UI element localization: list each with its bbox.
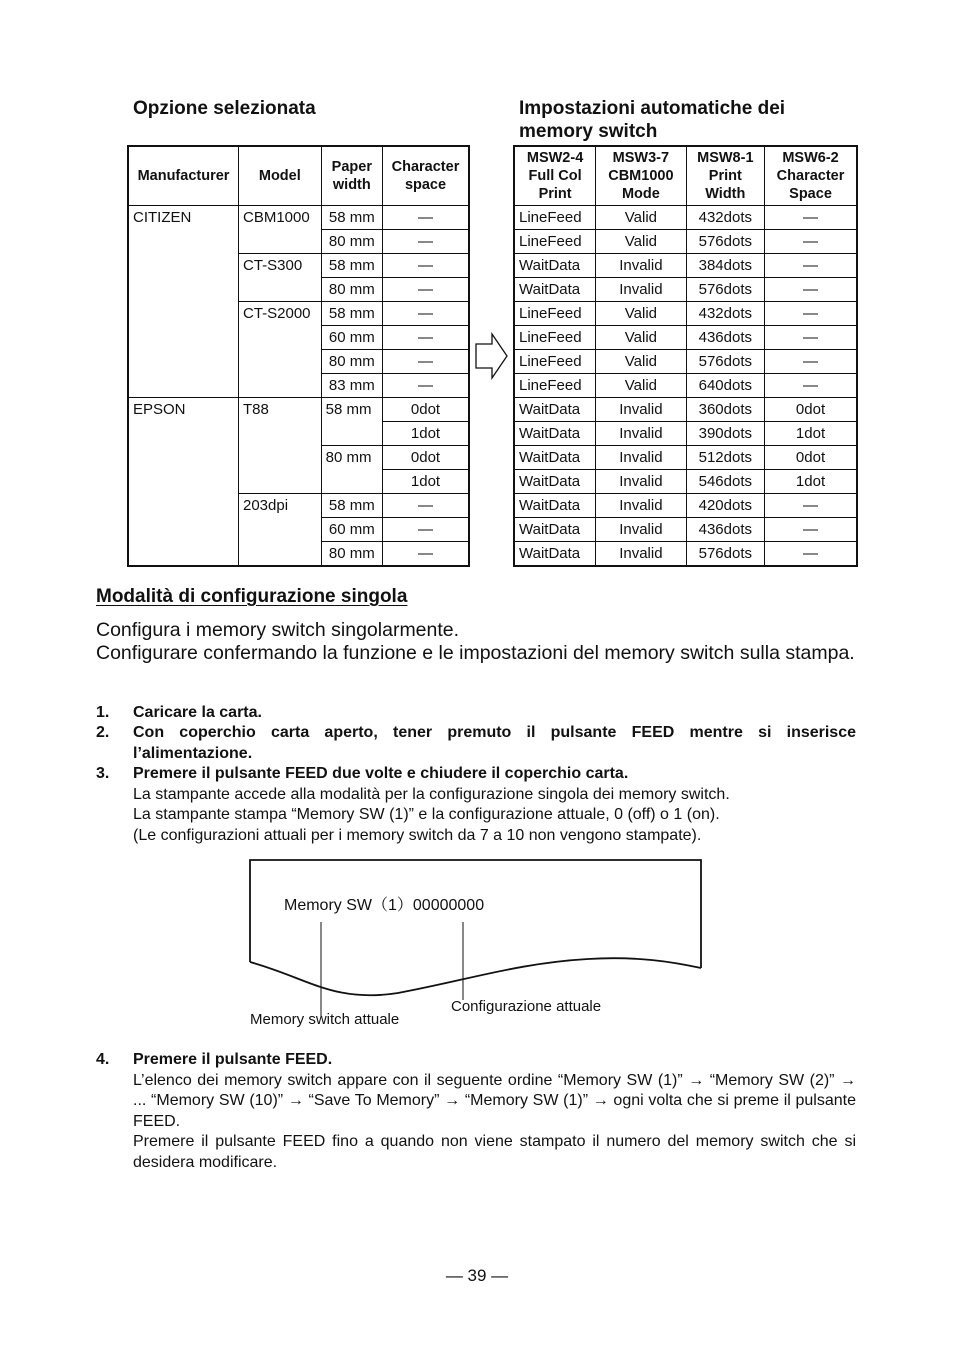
- paper-width-cell: 80 mm: [321, 278, 382, 302]
- character-space-cell: —: [765, 542, 857, 567]
- manufacturer-cell: CITIZEN: [128, 206, 238, 398]
- step-4: [96, 1050, 856, 1173]
- print-width-cell: 432dots: [686, 302, 764, 326]
- print-width-cell: 420dots: [686, 494, 764, 518]
- full-col-print-cell: WaitData: [514, 470, 596, 494]
- model-cell: CBM1000: [238, 206, 321, 254]
- intro-line1: Configura i memory switch singolarmente.: [96, 619, 460, 641]
- cbm1000-mode-cell: Invalid: [596, 542, 686, 567]
- paper-width-cell: 83 mm: [321, 374, 382, 398]
- table-row: [514, 230, 857, 254]
- character-space-cell: —: [765, 254, 857, 278]
- table-header-row: [514, 146, 857, 206]
- character-space-cell: 0dot: [383, 398, 470, 422]
- step-number: 2.: [96, 724, 110, 741]
- character-space-cell: 0dot: [383, 446, 470, 470]
- print-width-cell: 576dots: [686, 350, 764, 374]
- paper-width-cell: 58 mm: [321, 398, 382, 446]
- character-space-cell: —: [765, 374, 857, 398]
- section-title: Modalità di configurazione singola: [96, 586, 408, 607]
- label-current-config: Configurazione attuale: [451, 998, 602, 1015]
- intro-line2: Configurare confermando la funzione e le impostazioni del memory switch sulla stampa.: [96, 642, 855, 664]
- left-section-title: Opzione selezionata: [133, 98, 316, 119]
- paper-width-cell: 58 mm: [321, 494, 382, 518]
- cbm1000-mode-cell: Valid: [596, 206, 686, 230]
- cbm1000-mode-cell: Invalid: [596, 398, 686, 422]
- right-title-line1: Impostazioni automatiche dei: [519, 98, 786, 119]
- step-text: (Le configurazioni attuali per i memory switch da 7 a 10 non vengono stampate).: [133, 826, 702, 844]
- character-space-cell: —: [383, 254, 470, 278]
- character-space-cell: 1dot: [383, 470, 470, 494]
- table-header-row: [128, 146, 469, 206]
- label-current-switch: Memory switch attuale: [250, 1011, 400, 1028]
- character-space-cell: —: [765, 326, 857, 350]
- table-row: [128, 206, 469, 230]
- paper-width-cell: 80 mm: [321, 446, 382, 494]
- page-number: — 39 —: [445, 1266, 509, 1285]
- step-text: Premere il pulsante FEED fino a quando non viene stampato il numero del memory switch che si desidera modificare.: [133, 1133, 856, 1171]
- table-row: [514, 206, 857, 230]
- print-width-cell: 576dots: [686, 278, 764, 302]
- full-col-print-cell: WaitData: [514, 398, 596, 422]
- character-space-cell: 1dot: [383, 422, 470, 446]
- memory-switch-auto-table: [513, 145, 858, 567]
- right-title-line2: memory switch: [519, 121, 658, 142]
- character-space-cell: 1dot: [765, 422, 857, 446]
- paper-width-cell: 80 mm: [321, 350, 382, 374]
- intro-text: [96, 619, 860, 665]
- header-paper-width: Paper width: [321, 146, 382, 206]
- step-body: [133, 1050, 856, 1173]
- print-width-cell: 576dots: [686, 230, 764, 254]
- paper-width-cell: 58 mm: [321, 302, 382, 326]
- table-row: [514, 470, 857, 494]
- step-title: Premere il pulsante FEED due volte e chiudere il coperchio carta.: [133, 765, 629, 782]
- step-text: La stampante accede alla modalità per la configurazione singola dei memory switch.: [133, 785, 730, 803]
- character-space-cell: 0dot: [765, 446, 857, 470]
- cbm1000-mode-cell: Valid: [596, 326, 686, 350]
- cbm1000-mode-cell: Invalid: [596, 254, 686, 278]
- character-space-cell: —: [383, 326, 470, 350]
- header-character-space: Character space: [383, 146, 470, 206]
- cbm1000-mode-cell: Invalid: [596, 518, 686, 542]
- header-manufacturer: Manufacturer: [128, 146, 238, 206]
- character-space-cell: —: [765, 518, 857, 542]
- print-width-cell: 576dots: [686, 542, 764, 567]
- table-row: [514, 542, 857, 567]
- table-row: [514, 302, 857, 326]
- step-1: [96, 703, 856, 724]
- cbm1000-mode-cell: Invalid: [596, 494, 686, 518]
- character-space-cell: —: [383, 374, 470, 398]
- full-col-print-cell: LineFeed: [514, 230, 596, 254]
- model-cell: CT-S2000: [238, 302, 321, 398]
- full-col-print-cell: LineFeed: [514, 206, 596, 230]
- paper-width-cell: 58 mm: [321, 254, 382, 278]
- paper-width-cell: 80 mm: [321, 230, 382, 254]
- step-number: 4.: [96, 1051, 110, 1068]
- table-row: [514, 254, 857, 278]
- model-cell: 203dpi: [238, 494, 321, 567]
- character-space-cell: —: [765, 230, 857, 254]
- table-row: [514, 398, 857, 422]
- paper-width-cell: 60 mm: [321, 326, 382, 350]
- cbm1000-mode-cell: Invalid: [596, 446, 686, 470]
- model-cell: T88: [238, 398, 321, 494]
- paper-width-cell: 58 mm: [321, 206, 382, 230]
- full-col-print-cell: WaitData: [514, 278, 596, 302]
- cbm1000-mode-cell: Invalid: [596, 278, 686, 302]
- step-number: 1.: [96, 704, 110, 721]
- printout-diagram: [248, 858, 704, 1018]
- step-3: [96, 764, 856, 846]
- memory-switch-rows: [514, 206, 857, 567]
- character-space-cell: —: [765, 278, 857, 302]
- table-row: [514, 494, 857, 518]
- table-row: [128, 398, 469, 422]
- print-width-cell: 390dots: [686, 422, 764, 446]
- cbm1000-mode-cell: Invalid: [596, 470, 686, 494]
- full-col-print-cell: WaitData: [514, 494, 596, 518]
- character-space-cell: —: [383, 350, 470, 374]
- step-text: La stampante stampa “Memory SW (1)” e la configurazione attuale, 0 (off) o 1 (on).: [133, 806, 720, 823]
- manufacturer-cell: EPSON: [128, 398, 238, 567]
- table-row: [514, 446, 857, 470]
- paper-width-cell: 80 mm: [321, 542, 382, 567]
- table-row: [514, 518, 857, 542]
- printout-text: Memory SW（1）00000000: [284, 897, 485, 914]
- print-width-cell: 360dots: [686, 398, 764, 422]
- cbm1000-mode-cell: Valid: [596, 350, 686, 374]
- table-row: [514, 374, 857, 398]
- step-2: [96, 723, 856, 764]
- character-space-cell: —: [383, 302, 470, 326]
- paper-width-cell: 60 mm: [321, 518, 382, 542]
- character-space-cell: —: [765, 494, 857, 518]
- character-space-cell: —: [765, 350, 857, 374]
- print-width-cell: 512dots: [686, 446, 764, 470]
- right-arrow-icon: [474, 332, 510, 380]
- step-number: 3.: [96, 765, 110, 782]
- print-width-cell: 384dots: [686, 254, 764, 278]
- character-space-cell: —: [383, 278, 470, 302]
- step-title: Caricare la carta.: [133, 704, 262, 721]
- cbm1000-mode-cell: Valid: [596, 374, 686, 398]
- table-row: [514, 326, 857, 350]
- full-col-print-cell: WaitData: [514, 422, 596, 446]
- right-section-title: [519, 97, 785, 143]
- step-title: Con coperchio carta aperto, tener premuto il pulsante FEED mentre si inserisce l’alimentazione.: [133, 724, 856, 762]
- full-col-print-cell: WaitData: [514, 518, 596, 542]
- character-space-cell: 0dot: [765, 398, 857, 422]
- step-title: Premere il pulsante FEED.: [133, 1051, 333, 1068]
- character-space-cell: —: [383, 518, 470, 542]
- table-row: [514, 422, 857, 446]
- model-cell: CT-S300: [238, 254, 321, 302]
- cbm1000-mode-cell: Invalid: [596, 422, 686, 446]
- print-width-cell: 546dots: [686, 470, 764, 494]
- header-msw2-4: MSW2-4 Full Col Print: [514, 146, 596, 206]
- cbm1000-mode-cell: Valid: [596, 302, 686, 326]
- print-width-cell: 640dots: [686, 374, 764, 398]
- step-text: L’elenco dei memory switch appare con il seguente ordine “Memory SW (1)” → “Memory SW (2)” → ... “Memory SW (10)” → “Save To Memory” → “Memory SW (1)” → ogni volta che si preme il pulsante FEED.: [133, 1071, 856, 1130]
- full-col-print-cell: LineFeed: [514, 350, 596, 374]
- full-col-print-cell: LineFeed: [514, 374, 596, 398]
- full-col-print-cell: LineFeed: [514, 302, 596, 326]
- table-row: [514, 278, 857, 302]
- header-msw3-7: MSW3-7 CBM1000 Mode: [596, 146, 686, 206]
- character-space-cell: —: [765, 206, 857, 230]
- print-width-cell: 432dots: [686, 206, 764, 230]
- full-col-print-cell: LineFeed: [514, 326, 596, 350]
- print-width-cell: 436dots: [686, 326, 764, 350]
- character-space-cell: —: [383, 494, 470, 518]
- character-space-cell: —: [383, 206, 470, 230]
- full-col-print-cell: WaitData: [514, 254, 596, 278]
- character-space-cell: —: [383, 230, 470, 254]
- print-width-cell: 436dots: [686, 518, 764, 542]
- character-space-cell: —: [765, 302, 857, 326]
- header-model: Model: [238, 146, 321, 206]
- header-msw6-2: MSW6-2 Character Space: [765, 146, 857, 206]
- character-space-cell: —: [383, 542, 470, 567]
- selected-option-table: [127, 145, 470, 567]
- step-body: [133, 764, 856, 846]
- cbm1000-mode-cell: Valid: [596, 230, 686, 254]
- character-space-cell: 1dot: [765, 470, 857, 494]
- full-col-print-cell: WaitData: [514, 446, 596, 470]
- full-col-print-cell: WaitData: [514, 542, 596, 567]
- table-row: [514, 350, 857, 374]
- header-msw8-1: MSW8-1 Print Width: [686, 146, 764, 206]
